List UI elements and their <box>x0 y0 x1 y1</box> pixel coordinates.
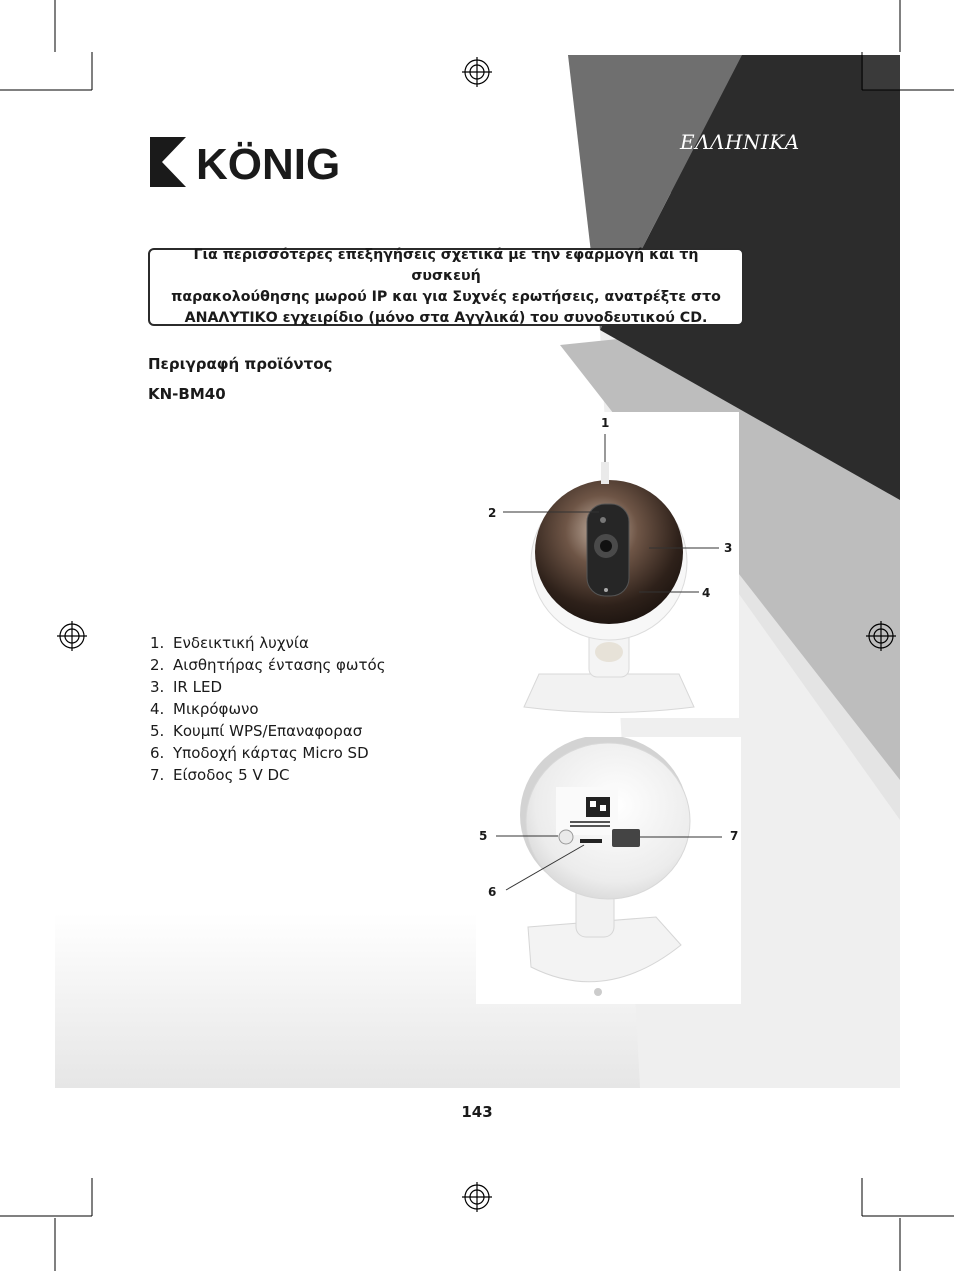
list-item-number: 2. <box>150 656 165 674</box>
camera-front-photo <box>479 412 739 718</box>
camera-rear-photo <box>476 737 741 1004</box>
list-item-label: Υποδοχή κάρτας Micro SD <box>173 744 369 762</box>
manual-notice-box <box>148 248 744 326</box>
camera-front-illustration <box>479 412 739 718</box>
notice-line-3: ΑΝΑΛΥΤΙΚΟ εγχειρίδιο (μόνο στα Αγγλικά) του συνοδευτικού CD. <box>184 310 708 326</box>
registration-mark-top <box>462 57 492 87</box>
callout-7: 7 <box>730 829 739 843</box>
camera-rear-illustration <box>476 737 741 1004</box>
konig-logo-mark <box>148 133 358 191</box>
list-item <box>150 698 386 720</box>
list-item-number: 6. <box>150 744 165 762</box>
callout-6: 6 <box>488 885 497 899</box>
list-item-label: IR LED <box>173 678 222 696</box>
list-item-label: Είσοδος 5 V DC <box>173 766 290 784</box>
list-item <box>150 654 386 676</box>
list-item <box>150 720 386 742</box>
list-item <box>150 632 386 654</box>
callout-1: 1 <box>601 416 610 430</box>
list-item-label: Ενδεικτική λυχνία <box>173 634 309 652</box>
notice-line-1: Για περισσότερες επεξηγήσεις σχετικά με την εφαρμογή και τη συσκευή <box>193 247 699 284</box>
list-item-number: 4. <box>150 700 165 718</box>
page-number: 143 <box>461 1103 493 1121</box>
list-item-number: 7. <box>150 766 165 784</box>
section-title: Περιγραφή προϊόντος <box>148 355 333 373</box>
list-item <box>150 742 386 764</box>
list-item-label: Μικρόφωνο <box>173 700 259 718</box>
list-item-number: 3. <box>150 678 165 696</box>
list-item-label: Αισθητήρας έντασης φωτός <box>173 656 386 674</box>
list-item-number: 5. <box>150 722 165 740</box>
notice-text <box>160 245 732 329</box>
language-label: ΕΛΛΗΝΙΚΑ <box>680 130 800 154</box>
notice-line-2: παρακολούθησης μωρού IP και για Συχνές ερωτήσεις, ανατρέξτε στο <box>171 289 721 305</box>
brand-wordmark: KÖNIG <box>196 140 341 189</box>
list-item-number: 1. <box>150 634 165 652</box>
callout-4: 4 <box>702 586 711 600</box>
list-item <box>150 764 386 786</box>
callout-3: 3 <box>724 541 733 555</box>
parts-list <box>150 632 386 786</box>
konig-logo <box>148 133 358 191</box>
registration-mark-bottom <box>462 1182 492 1212</box>
list-item <box>150 676 386 698</box>
model-number: KN-BM40 <box>148 385 226 403</box>
callout-5: 5 <box>479 829 488 843</box>
list-item-label: Κουμπί WPS/Επαναφορασ <box>173 722 363 740</box>
callout-2: 2 <box>488 506 497 520</box>
registration-mark-left <box>57 621 87 651</box>
